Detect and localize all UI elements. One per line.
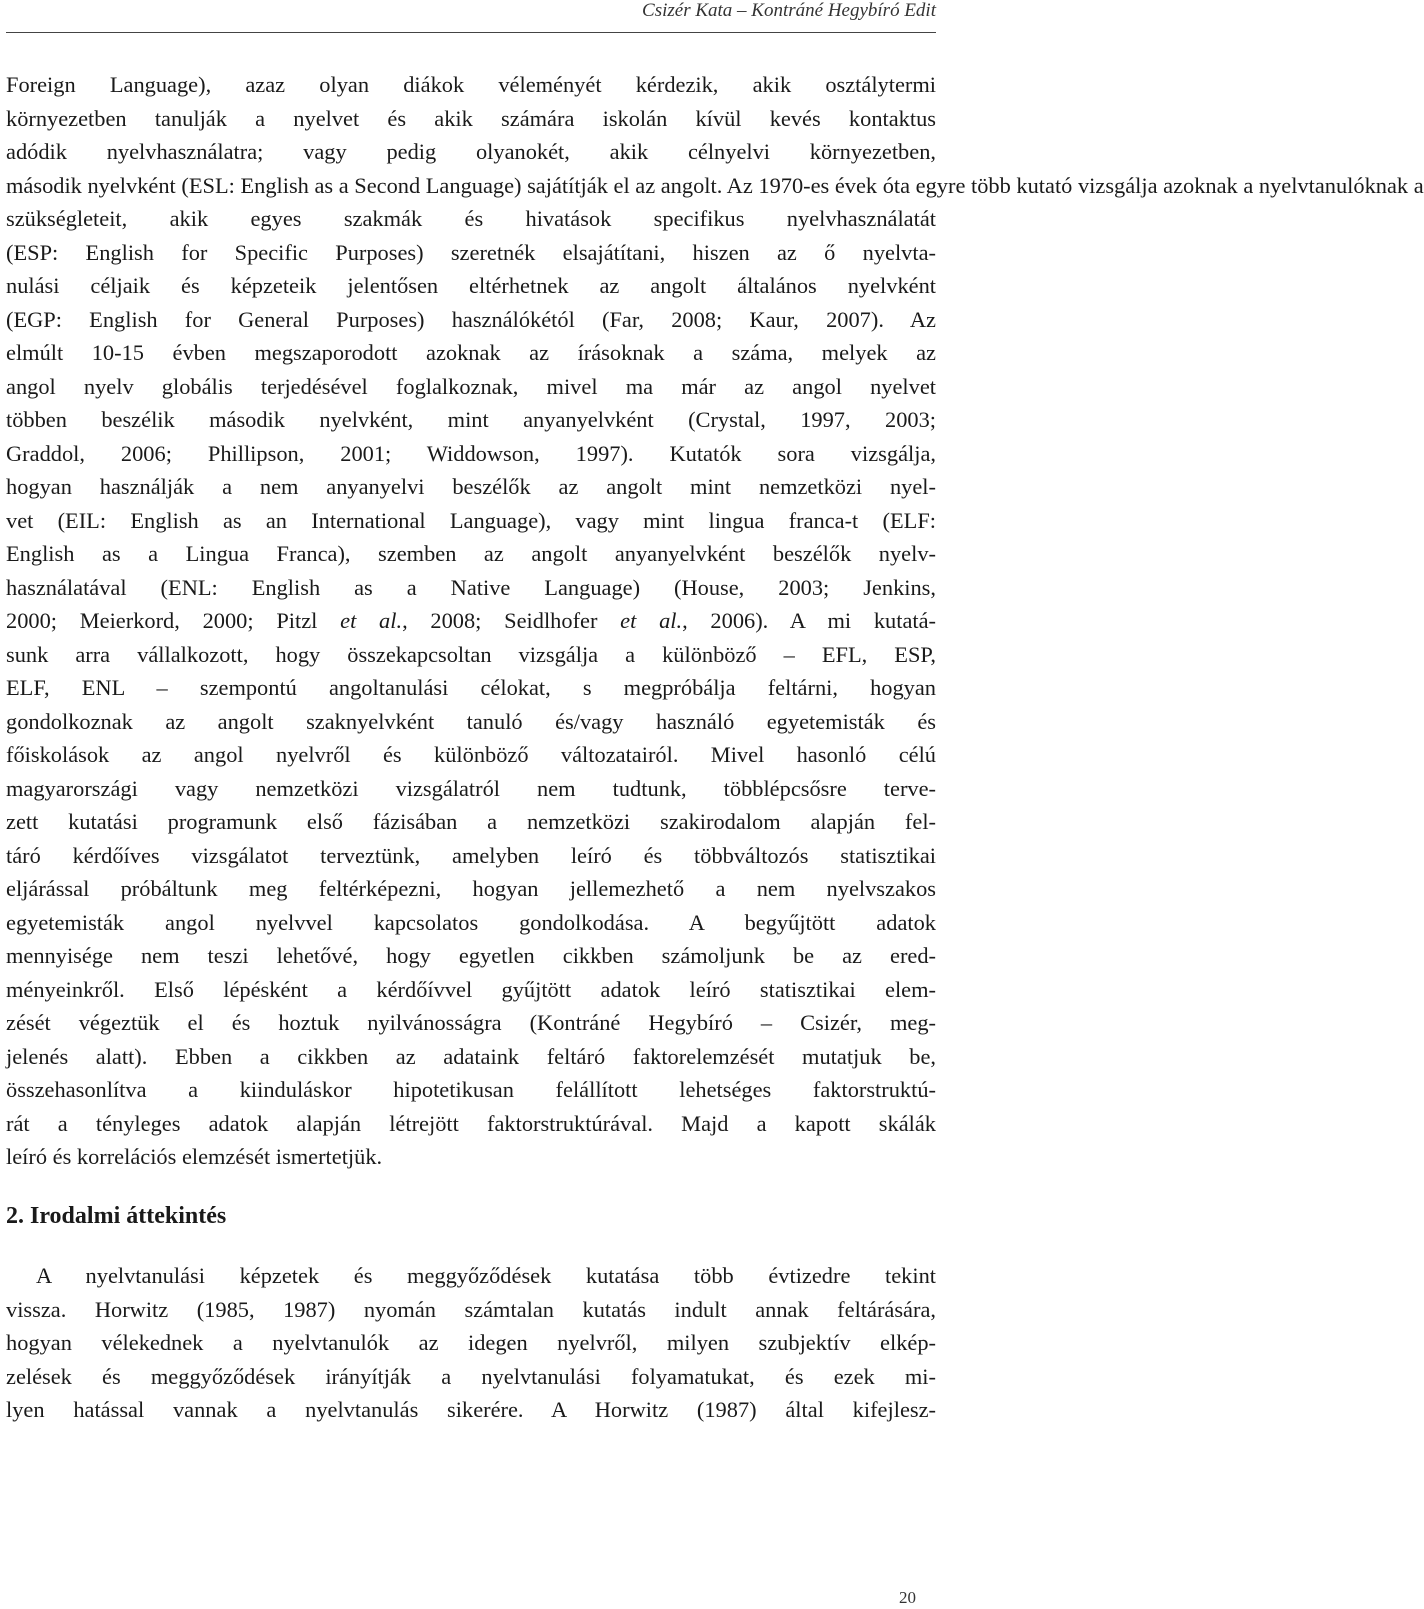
text-line: szükségleteit, akik egyes szakmák és hivatások specifikus nyelvhasználatát (6, 206, 936, 231)
text-line: ményeinkről. Első lépésként a kérdőívvel gyűjtött adatok leíró statisztikai elem- (6, 976, 936, 1002)
text-line: mennyisége nem teszi lehetővé, hogy egyetlen cikkben számoljunk be az ered- (6, 943, 936, 968)
text-line: lyen hatással vannak a nyelvtanulás sikerére. A Horwitz (1987) által kifejlesz- (6, 1397, 936, 1422)
text-line: egyetemisták angol nyelvvel kapcsolatos gondolkodása. A begyűjtött adatok (6, 909, 936, 935)
text-line: eljárással próbáltunk meg feltérképezni, hogyan jellemezhető a nem nyelvszakos (6, 876, 936, 901)
text-line: használatával (ENL: English as a Native Language) (House, 2003; Jenkins, (6, 574, 936, 600)
text-line: adódik nyelvhasználatra; vagy pedig olyanokét, akik célnyelvi környezetben, (6, 139, 936, 164)
text-line: Graddol, 2006; Phillipson, 2001; Widdowson, 1997). Kutatók sora vizsgálja, (6, 440, 936, 466)
text-line: zett kutatási programunk első fázisában a nemzetközi szakirodalom alapján fel- (6, 809, 936, 834)
text-line: összehasonlítva a kiinduláskor hipotetikusan felállított lehetséges faktorstruktú- (6, 1077, 936, 1102)
text-line: A nyelvtanulási képzetek és meggyőződések kutatása több évtizedre tekint (36, 1263, 936, 1288)
text-line: ELF, ENL – szempontú angoltanulási célokat, s megpróbálja feltárni, hogyan (6, 675, 936, 700)
paragraph-literature-review (6, 1259, 936, 1427)
text-line: sunk arra vállalkozott, hogy összekapcsoltan vizsgálja a különböző – EFL, ESP, (6, 641, 936, 667)
text-line: környezetben tanulják a nyelvet és akik számára iskolán kívül kevés kontaktus (6, 105, 936, 131)
text-line: elmúlt 10-15 évben megszaporodott azoknak az írásoknak a száma, melyek az (6, 340, 936, 365)
text-line: rát a tényleges adatok alapján létrejött faktorstruktúrával. Majd a kapott skálák (6, 1110, 936, 1136)
text-line: leíró és korrelációs elemzését ismertetjük. (6, 1144, 383, 1169)
text-line: zelések és meggyőződések irányítják a nyelvtanulási folyamatukat, és ezek mi- (6, 1363, 936, 1389)
page-body (6, 68, 1424, 1427)
header-rule (6, 32, 936, 33)
text-line: hogyan vélekednek a nyelvtanulók az idegen nyelvről, milyen szubjektív elkép- (6, 1330, 936, 1355)
text-line: angol nyelv globális terjedésével foglalkoznak, mivel ma már az angol nyelvet (6, 373, 936, 399)
text-line: Foreign Language), azaz olyan diákok véleményét kérdezik, akik osztálytermi (6, 72, 936, 97)
text-line: vet (EIL: English as an International Language), vagy mint lingua franca-t (ELF: (6, 507, 936, 533)
section-heading: 2. Irodalmi áttekintés (6, 1202, 227, 1229)
text-line: második nyelvként (ESL: English as a Second Language) sajátítják el az angolt. Az 1970-es évek óta egyre több kutató vizsgálja azoknak a nyelvtanulóknak a (6, 172, 1424, 198)
text-line: táró kérdőíves vizsgálatot terveztünk, amelyben leíró és többváltozós statisztikai (6, 842, 936, 868)
text-line: (ESP: English for Specific Purposes) szeretnék elsajátítani, hiszen az ő nyelvta- (6, 239, 936, 265)
text-line: többen beszélik második nyelvként, mint anyanyelvként (Crystal, 1997, 2003; (6, 407, 936, 432)
text-line: English as a Lingua Franca), szemben az angolt anyanyelvként beszélők nyelv- (6, 541, 936, 566)
text-line: hogyan használják a nem anyanyelvi beszélők az angolt mint nemzetközi nyel- (6, 474, 936, 499)
text-line: vissza. Horwitz (1985, 1987) nyomán számtalan kutatás indult annak feltárására, (6, 1296, 936, 1322)
paragraph-intro (6, 68, 1424, 1174)
text-line: jelenés alatt). Ebben a cikkben az adataink feltáró faktorelemzését mutatjuk be, (6, 1043, 936, 1069)
text-line: gondolkoznak az angolt szaknyelvként tanuló és/vagy használó egyetemisták és (6, 708, 936, 734)
page-number: 20 (899, 1588, 916, 1607)
text-line: zését végeztük el és hoztuk nyilvánosságra (Kontráné Hegybíró – Csizér, meg- (6, 1010, 936, 1035)
text-line: 2000; Meierkord, 2000; Pitzl et al., 2008; Seidlhofer et al., 2006). A mi kutatá- (6, 608, 936, 633)
text-line: (EGP: English for General Purposes) használókétól (Far, 2008; Kaur, 2007). Az (6, 306, 936, 332)
text-line: nulási céljaik és képzeteik jelentősen eltérhetnek az angolt általános nyelvként (6, 273, 936, 298)
text-line: magyarországi vagy nemzetközi vizsgálatról nem tudtunk, többlépcsősre terve- (6, 775, 936, 801)
text-line: főiskolások az angol nyelvről és különböző változatairól. Mivel hasonló célú (6, 742, 936, 767)
running-header: Csizér Kata – Kontráné Hegybíró Edit (642, 0, 936, 21)
